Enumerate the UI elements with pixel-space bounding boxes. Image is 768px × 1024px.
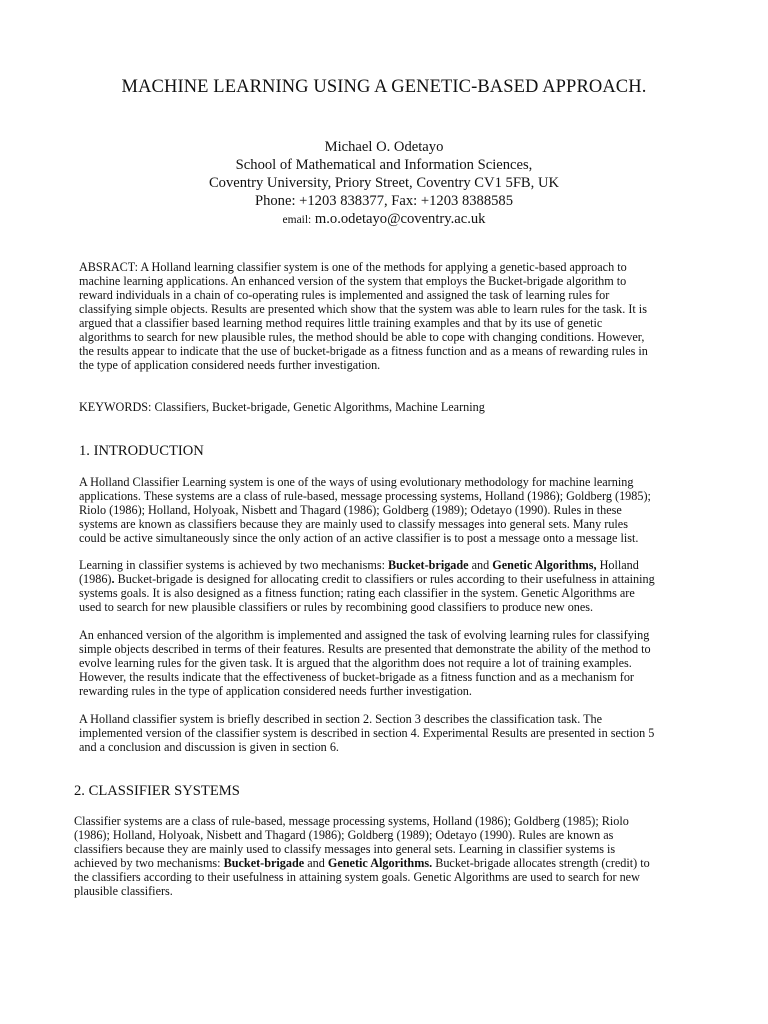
section-heading-introduction: 1. INTRODUCTION <box>79 443 204 459</box>
text-run: Bucket-brigade allocates strength (credit) to <box>432 856 650 871</box>
author-block <box>0 138 768 229</box>
bold-term-genetic-algorithms: Genetic Algorithms, <box>492 558 597 572</box>
text-run: Bucket-brigade is designed for allocating credit to classifiers or rules according to their usefulness in attaining <box>114 572 655 587</box>
text-run: and <box>304 856 328 871</box>
abstract-line: reward individuals in a chain of co-operating rules is implemented and assigned the task of learning rules for <box>79 288 610 303</box>
abstract-line: ABSRACT: A Holland learning classifier system is one of the methods for applying a genetic-based approach to <box>79 260 627 274</box>
bold-term-bucket-brigade: Bucket-brigade <box>388 558 469 572</box>
paragraph-line: classifiers because they are mainly used to classify messages into general sets. Learning in classifier systems is <box>74 842 616 857</box>
keywords: KEYWORDS: Classifiers, Bucket-brigade, Genetic Algorithms, Machine Learning <box>79 400 485 414</box>
paragraph-line <box>79 572 699 586</box>
bold-period: . <box>111 572 115 587</box>
author-email: m.o.odetayo@coventry.ac.uk <box>314 211 486 227</box>
text-run: Learning in classifier systems is achieved by two mechanisms: <box>79 558 389 572</box>
paragraph-line: An enhanced version of the algorithm is implemented and assigned the task of evolving learning rules for classifying <box>79 628 650 642</box>
bold-term-bucket-brigade: Bucket-brigade <box>223 856 305 871</box>
author-email-line <box>0 210 768 229</box>
paragraph-line: the classifiers according to their usefulness in attaining system goals. Genetic Algorithms are used to search for new <box>74 870 640 885</box>
author-phone: Phone: +1203 838377, Fax: +1203 8388585 <box>254 193 514 209</box>
intro-paragraph-2 <box>79 558 699 614</box>
abstract-line: algorithms to search for new plausible rules, the method should be able to cope with changing conditions. However, <box>79 330 645 345</box>
author-address: Coventry University, Priory Street, Coventry CV1 5FB, UK <box>208 175 560 191</box>
paragraph-line: implemented version of the classifier system is described in section 4. Experimental Results are presented in section 5 <box>79 726 655 741</box>
paragraph-line: could be active simultaneously since the only action of an active classifier is to post a message onto a message list. <box>79 531 639 546</box>
paragraph-line: However, the results indicate that the effectiveness of bucket-brigade as a fitness function and as a mechanism for <box>79 670 634 685</box>
bold-term-genetic-algorithms: Genetic Algorithms. <box>327 856 433 871</box>
paragraph-line: A Holland classifier system is briefly described in section 2. Section 3 describes the classification task. The <box>79 712 603 726</box>
paragraph-line: Riolo (1986); Holland, Holyoak, Nisbett and Thagard (1986); Goldberg (1989); Odetayo (1990). Rules in these <box>79 503 622 518</box>
intro-paragraph-3 <box>79 628 699 698</box>
paragraph-line: Classifier systems are a class of rule-based, message processing systems, Holland (1986); Goldberg (1985); Riolo <box>74 814 629 828</box>
intro-paragraph-4 <box>79 712 699 754</box>
paragraph-line: systems are known as classifiers because they are mainly used to classify messages into general sets. Many rules <box>79 517 628 532</box>
author-affiliation: School of Mathematical and Information Sciences, <box>235 157 533 173</box>
paragraph-line <box>74 856 694 870</box>
paragraph-line: (1986); Holland, Holyoak, Nisbett and Thagard (1986); Goldberg (1989); Odetayo (1990). Rules are known as <box>74 828 614 843</box>
abstract-line: the results appear to indicate that the use of bucket-brigade as a fitness function and as a means of rewarding rules in <box>79 344 648 359</box>
paragraph-line: rewarding rules in the type of application considered needs further investigation. <box>79 684 472 699</box>
classifier-systems-paragraph <box>74 814 694 898</box>
abstract-line: argued that a classifier based learning method requires little training examples and that by its use of genetic <box>79 316 603 331</box>
paragraph-line: and a conclusion and discussion is given in section 6. <box>79 740 339 755</box>
paragraph-line: evolve learning rules for the given task. It is argued that the algorithm does not require a lot of training examples. <box>79 656 632 671</box>
paragraph-line: A Holland Classifier Learning system is one of the ways of using evolutionary methodology for machine learning <box>79 475 634 489</box>
text-run: Holland <box>596 558 639 572</box>
paragraph-line <box>79 558 699 572</box>
text-run: and <box>468 558 493 572</box>
paragraph-line: applications. These systems are a class of rule-based, message processing systems, Holland (1986); Goldberg (1985); <box>79 489 651 504</box>
abstract-line: classifying simple objects. Results are presented which show that the system was able to learn rules for the task. It is <box>79 302 647 317</box>
paragraph-line: simple objects described in terms of their features. Results are presented that demonstrate the ability of the method to <box>79 642 651 657</box>
abstract-line: the type of application considered needs further investigation. <box>79 358 381 373</box>
abstract-line: machine learning applications. An enhanced version of the system that employs the Bucket-brigade algorithm to <box>79 274 627 289</box>
paragraph-line: plausible classifiers. <box>74 884 173 899</box>
text-run: achieved by two mechanisms: <box>74 856 224 871</box>
paragraph-line: used to search for new plausible classifiers or rules by recombining good classifiers to produce new ones. <box>79 600 594 615</box>
email-label: email: <box>282 214 312 226</box>
author-name: Michael O. Odetayo <box>324 139 444 155</box>
abstract <box>79 260 699 372</box>
intro-paragraph-1 <box>79 475 699 545</box>
paper-title: MACHINE LEARNING USING A GENETIC-BASED APPROACH. <box>121 77 647 97</box>
paragraph-line: systems goals. It is also designed as a fitness function; rating each classifier in the system. Genetic Algorithms are <box>79 586 635 601</box>
text-run: (1986) <box>79 572 112 587</box>
section-heading-classifier-systems: 2. CLASSIFIER SYSTEMS <box>74 783 240 799</box>
